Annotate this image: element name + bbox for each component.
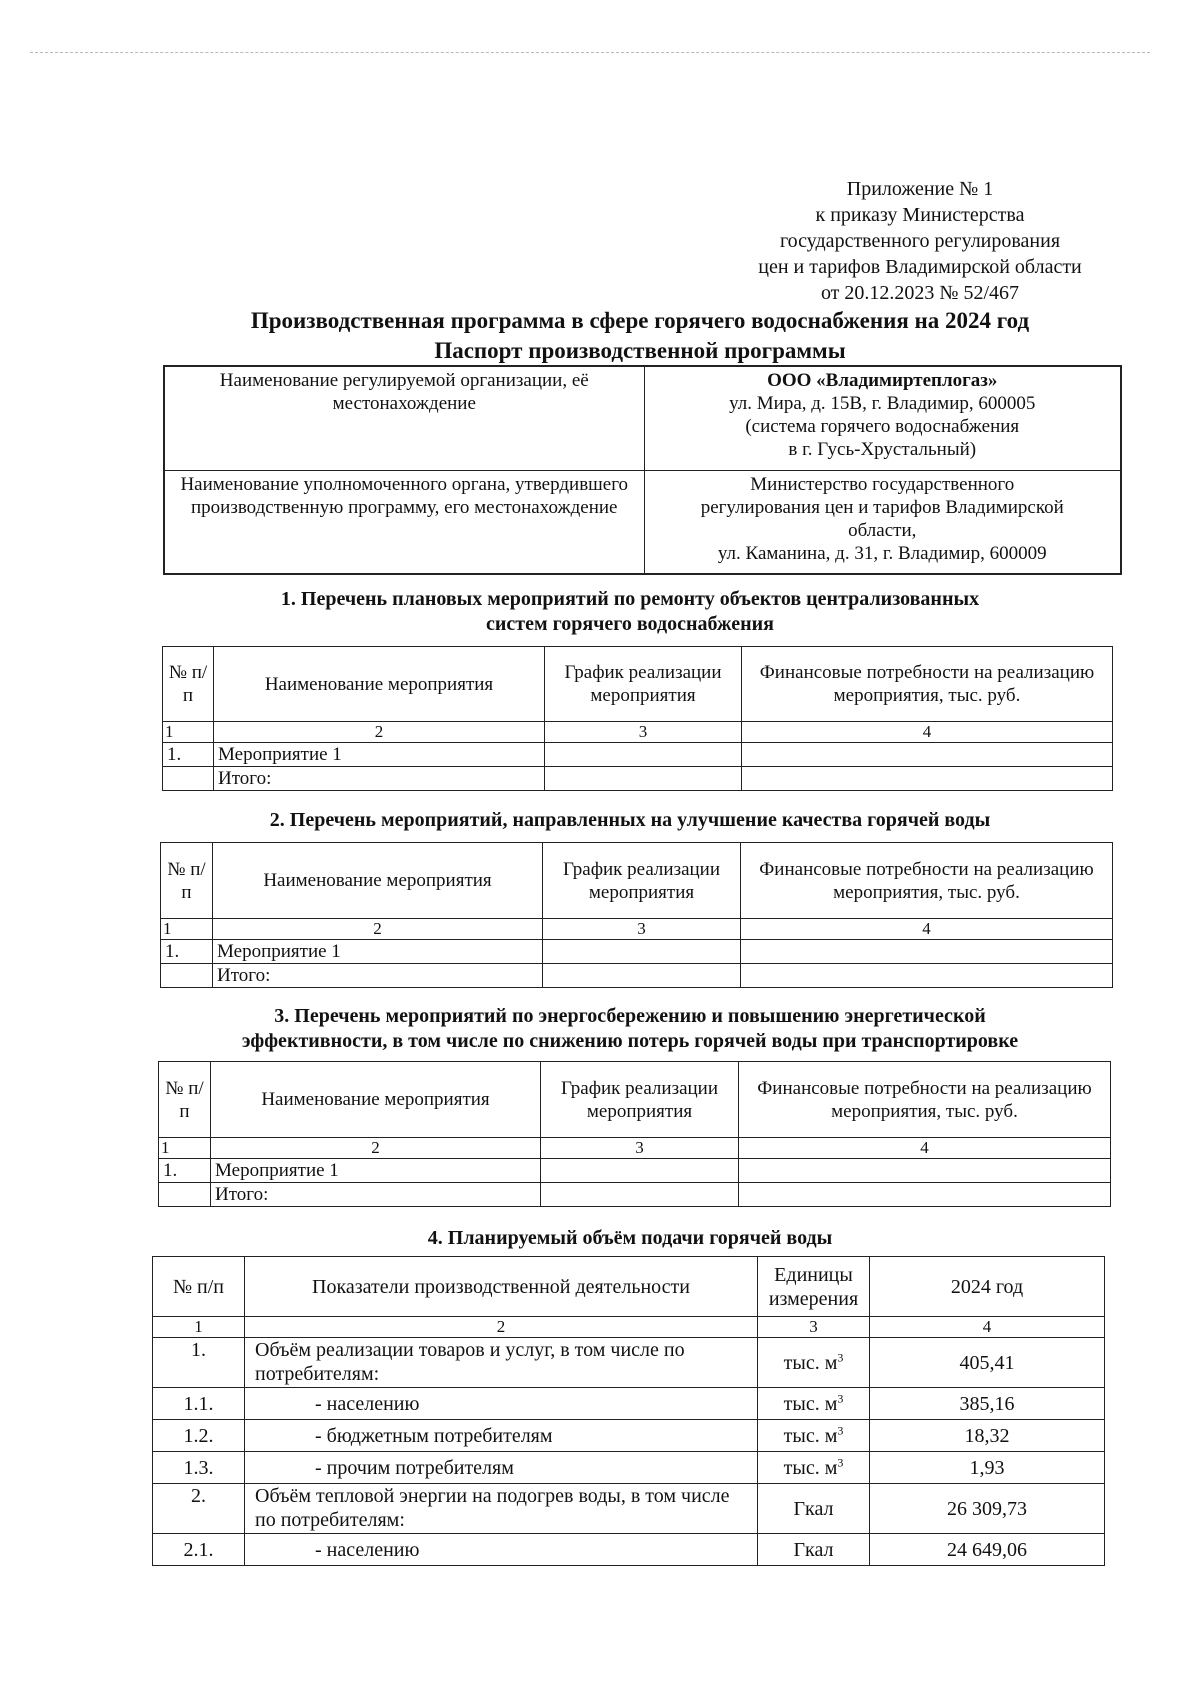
passport-label: Наименование уполномоченного органа, утвердившего производственную программу, его местонахождение [164, 470, 644, 574]
table-row [153, 1420, 1105, 1452]
header-year: 2024 год [870, 1257, 1105, 1317]
row-finance [739, 1159, 1111, 1183]
row-finance [741, 964, 1113, 988]
row-indicator: - населению [245, 1388, 758, 1420]
column-number: 2 [213, 919, 543, 940]
header-name: Наименование мероприятия [213, 843, 543, 919]
row-indicator: - прочим потребителям [245, 1452, 758, 1484]
row-unit [758, 1388, 870, 1420]
column-number: 2 [245, 1317, 758, 1338]
row-num: 1. [161, 940, 213, 964]
appendix-line: государственного регулирования [779, 230, 1061, 252]
passport-row [164, 366, 1121, 470]
table-total-row [163, 767, 1113, 791]
column-number-row [163, 722, 1113, 743]
row-indicator: - населению [245, 1534, 758, 1566]
row-num: 1.1. [153, 1388, 245, 1420]
unit-text: Гкал [793, 1497, 834, 1520]
column-number: 4 [742, 722, 1113, 743]
passport-value [644, 366, 1121, 470]
table-header-row [159, 1062, 1111, 1138]
table-row [153, 1388, 1105, 1420]
row-value: 1,93 [870, 1452, 1105, 1484]
section-3-title [150, 1004, 1110, 1054]
passport-value [644, 470, 1121, 574]
row-indicator: Объём тепловой энергии на подогрев воды, в том числе по потребителям: [245, 1484, 758, 1534]
appendix-line: от 20.12.2023 № 52/467 [820, 282, 1020, 304]
row-total-label: Итого: [213, 964, 543, 988]
passport-value-line: регулирования цен и тарифов Владимирской [700, 496, 1064, 518]
table-row [161, 940, 1113, 964]
row-num: 1. [159, 1159, 211, 1183]
column-number-row [159, 1138, 1111, 1159]
unit-text: Гкал [793, 1538, 834, 1561]
row-total-label: Итого: [214, 767, 545, 791]
row-value: 26 309,73 [870, 1484, 1105, 1534]
header-name: Наименование мероприятия [211, 1062, 541, 1138]
header-schedule: График реализации мероприятия [541, 1062, 739, 1138]
passport-value-line: (система горячего водоснабжения [745, 416, 1020, 437]
section-title-line: систем горячего водоснабжения [486, 613, 774, 635]
table-row [163, 743, 1113, 767]
unit-text: тыс. м [783, 1456, 838, 1479]
passport-row [164, 470, 1121, 574]
appendix-line: Приложение № 1 [846, 178, 994, 200]
column-number: 4 [739, 1138, 1111, 1159]
table-header-row [161, 843, 1113, 919]
row-value: 405,41 [870, 1338, 1105, 1388]
header-indicator: Показатели производственной деятельности [245, 1257, 758, 1317]
row-schedule [541, 1159, 739, 1183]
row-finance [742, 767, 1113, 791]
table-header-row [153, 1257, 1105, 1317]
passport-table [163, 365, 1122, 575]
table-row [153, 1534, 1105, 1566]
row-num: 1. [153, 1338, 245, 1388]
row-num [163, 767, 214, 791]
section-4-title: 4. Планируемый объём подачи горячей воды [427, 1227, 833, 1249]
passport-value-line: области, [848, 519, 917, 541]
column-number: 3 [758, 1317, 870, 1338]
column-number: 1 [159, 1138, 211, 1159]
table-row [153, 1452, 1105, 1484]
header-num: № п/п [153, 1257, 245, 1317]
row-schedule [545, 767, 742, 791]
appendix-header [700, 176, 1140, 306]
section-2-table [160, 842, 1113, 988]
row-value: 24 649,06 [870, 1534, 1105, 1566]
row-num [159, 1183, 211, 1207]
row-finance [742, 743, 1113, 767]
unit-superscript: 3 [837, 1349, 844, 1364]
row-num: 2.1. [153, 1534, 245, 1566]
section-title-line: 3. Перечень мероприятий по энергосбережению и повышению энергетической [274, 1005, 986, 1027]
section-4-table [152, 1256, 1105, 1566]
row-num: 1. [163, 743, 214, 767]
row-unit [758, 1338, 870, 1388]
row-num: 1.3. [153, 1452, 245, 1484]
row-unit [758, 1452, 870, 1484]
organization-name: ООО «Владимиртеплогаз» [767, 370, 998, 391]
row-name: Мероприятие 1 [213, 940, 543, 964]
row-name: Мероприятие 1 [214, 743, 545, 767]
row-indicator: Объём реализации товаров и услуг, в том числе по потребителям: [245, 1338, 758, 1388]
column-number: 1 [163, 722, 214, 743]
header-finance: Финансовые потребности на реализацию мероприятия, тыс. руб. [741, 843, 1113, 919]
section-1-table [162, 646, 1113, 791]
column-number: 3 [543, 919, 741, 940]
row-num: 2. [153, 1484, 245, 1534]
row-num [161, 964, 213, 988]
passport-label: Наименование регулируемой организации, её местонахождение [164, 366, 644, 470]
unit-text: тыс. м [783, 1392, 838, 1415]
row-finance [739, 1183, 1111, 1207]
header-num: № п/п [161, 843, 213, 919]
column-number: 4 [741, 919, 1113, 940]
passport-value-line: Министерство государственного [750, 473, 1015, 495]
row-unit [758, 1420, 870, 1452]
row-name: Мероприятие 1 [211, 1159, 541, 1183]
unit-superscript: 3 [837, 1422, 844, 1437]
column-number-row [153, 1317, 1105, 1338]
header-num: № п/п [163, 647, 214, 722]
row-unit [758, 1484, 870, 1534]
row-indicator: - бюджетным потребителям [245, 1420, 758, 1452]
row-total-label: Итого: [211, 1183, 541, 1207]
header-schedule: График реализации мероприятия [545, 647, 742, 722]
row-finance [741, 940, 1113, 964]
table-row [153, 1338, 1105, 1388]
header-finance: Финансовые потребности на реализацию мероприятия, тыс. руб. [742, 647, 1113, 722]
column-number: 2 [211, 1138, 541, 1159]
section-title-line: 1. Перечень плановых мероприятий по ремонту объектов централизованных [280, 588, 980, 610]
table-total-row [161, 964, 1113, 988]
section-title-line: эффективности, в том числе по снижению потерь горячей воды при транспортировке [241, 1030, 1019, 1052]
table-row [153, 1484, 1105, 1534]
table-row [159, 1159, 1111, 1183]
column-number-row [161, 919, 1113, 940]
row-num: 1.2. [153, 1420, 245, 1452]
column-number: 2 [214, 722, 545, 743]
row-schedule [543, 964, 741, 988]
column-number: 3 [541, 1138, 739, 1159]
appendix-line: цен и тарифов Владимирской области [758, 256, 1082, 278]
header-schedule: График реализации мероприятия [543, 843, 741, 919]
column-number: 1 [161, 919, 213, 940]
passport-value-line: в г. Гусь-Хрустальный) [788, 439, 977, 460]
appendix-line: к приказу Министерства [815, 204, 1025, 226]
unit-text: тыс. м [783, 1424, 838, 1447]
section-2-title [150, 808, 1110, 833]
unit-superscript: 3 [837, 1390, 844, 1405]
unit-text: тыс. м [783, 1351, 838, 1374]
header-num: № п/п [159, 1062, 211, 1138]
section-1-title [150, 587, 1110, 637]
row-unit [758, 1534, 870, 1566]
passport-value-line: ул. Каманина, д. 31, г. Владимир, 600009 [717, 542, 1047, 564]
document-title: Производственная программа в сфере горячего водоснабжения на 2024 год [250, 308, 1030, 333]
row-schedule [543, 940, 741, 964]
section-title-line: 2. Перечень мероприятий, направленных на улучшение качества горячей воды [269, 809, 991, 831]
column-number: 4 [870, 1317, 1105, 1338]
column-number: 3 [545, 722, 742, 743]
unit-superscript: 3 [837, 1454, 844, 1469]
column-number: 1 [153, 1317, 245, 1338]
table-total-row [159, 1183, 1111, 1207]
header-name: Наименование мероприятия [214, 647, 545, 722]
row-value: 385,16 [870, 1388, 1105, 1420]
row-schedule [541, 1183, 739, 1207]
section-3-table [158, 1061, 1111, 1207]
row-schedule [545, 743, 742, 767]
header-finance: Финансовые потребности на реализацию мероприятия, тыс. руб. [739, 1062, 1111, 1138]
row-value: 18,32 [870, 1420, 1105, 1452]
scan-artifact-line [30, 52, 1150, 53]
header-unit: Единицы измерения [758, 1257, 870, 1317]
passport-title: Паспорт производственной программы [434, 338, 846, 363]
table-header-row [163, 647, 1113, 722]
passport-value-line: ул. Мира, д. 15В, г. Владимир, 600005 [729, 393, 1036, 414]
